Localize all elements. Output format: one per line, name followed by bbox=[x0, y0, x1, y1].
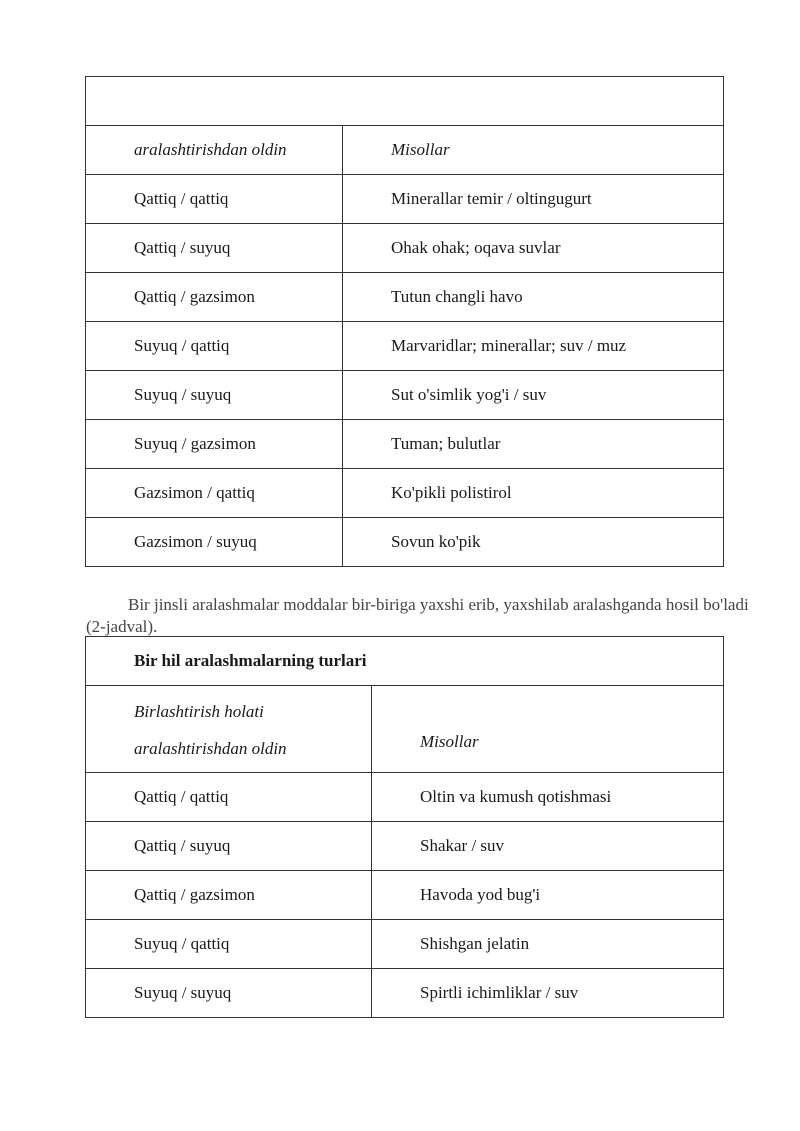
state-cell: Qattiq / qattiq bbox=[86, 175, 343, 224]
table-row bbox=[86, 371, 724, 420]
table-row bbox=[86, 273, 724, 322]
table-title-cell: Bir hil aralashmalarning turlari bbox=[86, 637, 724, 686]
example-cell: Sovun ko'pik bbox=[343, 518, 724, 567]
example-cell: Shakar / suv bbox=[372, 822, 724, 871]
body-paragraph bbox=[86, 594, 766, 638]
state-cell: Qattiq / gazsimon bbox=[86, 871, 372, 920]
table-row bbox=[86, 773, 724, 822]
state-cell: Suyuq / gazsimon bbox=[86, 420, 343, 469]
example-cell: Shishgan jelatin bbox=[372, 920, 724, 969]
header-state-cell bbox=[86, 686, 372, 773]
example-cell: Sut o'simlik yog'i / suv bbox=[343, 371, 724, 420]
table-row bbox=[86, 822, 724, 871]
header-state-line1: Birlashtirish holati bbox=[134, 702, 264, 721]
table-title-row bbox=[86, 637, 724, 686]
state-cell: Qattiq / gazsimon bbox=[86, 273, 343, 322]
table-row bbox=[86, 175, 724, 224]
example-cell: Minerallar temir / oltingugurt bbox=[343, 175, 724, 224]
heterogeneous-mixtures-table bbox=[85, 76, 724, 567]
example-cell: Tuman; bulutlar bbox=[343, 420, 724, 469]
table-row bbox=[86, 920, 724, 969]
table-row bbox=[86, 518, 724, 567]
example-cell: Oltin va kumush qotishmasi bbox=[372, 773, 724, 822]
table-row bbox=[86, 322, 724, 371]
state-cell: Suyuq / suyuq bbox=[86, 969, 372, 1018]
example-cell: Ohak ohak; oqava suvlar bbox=[343, 224, 724, 273]
state-cell: Suyuq / qattiq bbox=[86, 322, 343, 371]
state-cell: Suyuq / qattiq bbox=[86, 920, 372, 969]
table-title-row bbox=[86, 77, 724, 126]
table-row bbox=[86, 871, 724, 920]
paragraph-text: Bir jinsli aralashmalar moddalar bir-biriga yaxshi erib, yaxshilab aralashganda hosil bo'ladi (2-jadval). bbox=[86, 595, 749, 636]
state-cell: Gazsimon / qattiq bbox=[86, 469, 343, 518]
table-row bbox=[86, 224, 724, 273]
header-examples-cell: Misollar bbox=[372, 686, 724, 773]
homogeneous-mixtures-table bbox=[85, 636, 724, 1018]
table-row bbox=[86, 469, 724, 518]
example-cell: Tutun changli havo bbox=[343, 273, 724, 322]
table-title-cell bbox=[86, 77, 724, 126]
table-row bbox=[86, 969, 724, 1018]
example-cell: Marvaridlar; minerallar; suv / muz bbox=[343, 322, 724, 371]
state-cell: Qattiq / suyuq bbox=[86, 822, 372, 871]
table-header-row bbox=[86, 686, 724, 773]
example-cell: Havoda yod bug'i bbox=[372, 871, 724, 920]
state-cell: Gazsimon / suyuq bbox=[86, 518, 343, 567]
header-examples-cell: Misollar bbox=[343, 126, 724, 175]
state-cell: Suyuq / suyuq bbox=[86, 371, 343, 420]
table-row bbox=[86, 420, 724, 469]
example-cell: Spirtli ichimliklar / suv bbox=[372, 969, 724, 1018]
table-header-row bbox=[86, 126, 724, 175]
header-state-cell: aralashtirishdan oldin bbox=[86, 126, 343, 175]
example-cell: Ko'pikli polistirol bbox=[343, 469, 724, 518]
header-state-line2: aralashtirishdan oldin bbox=[134, 739, 287, 758]
state-cell: Qattiq / qattiq bbox=[86, 773, 372, 822]
state-cell: Qattiq / suyuq bbox=[86, 224, 343, 273]
